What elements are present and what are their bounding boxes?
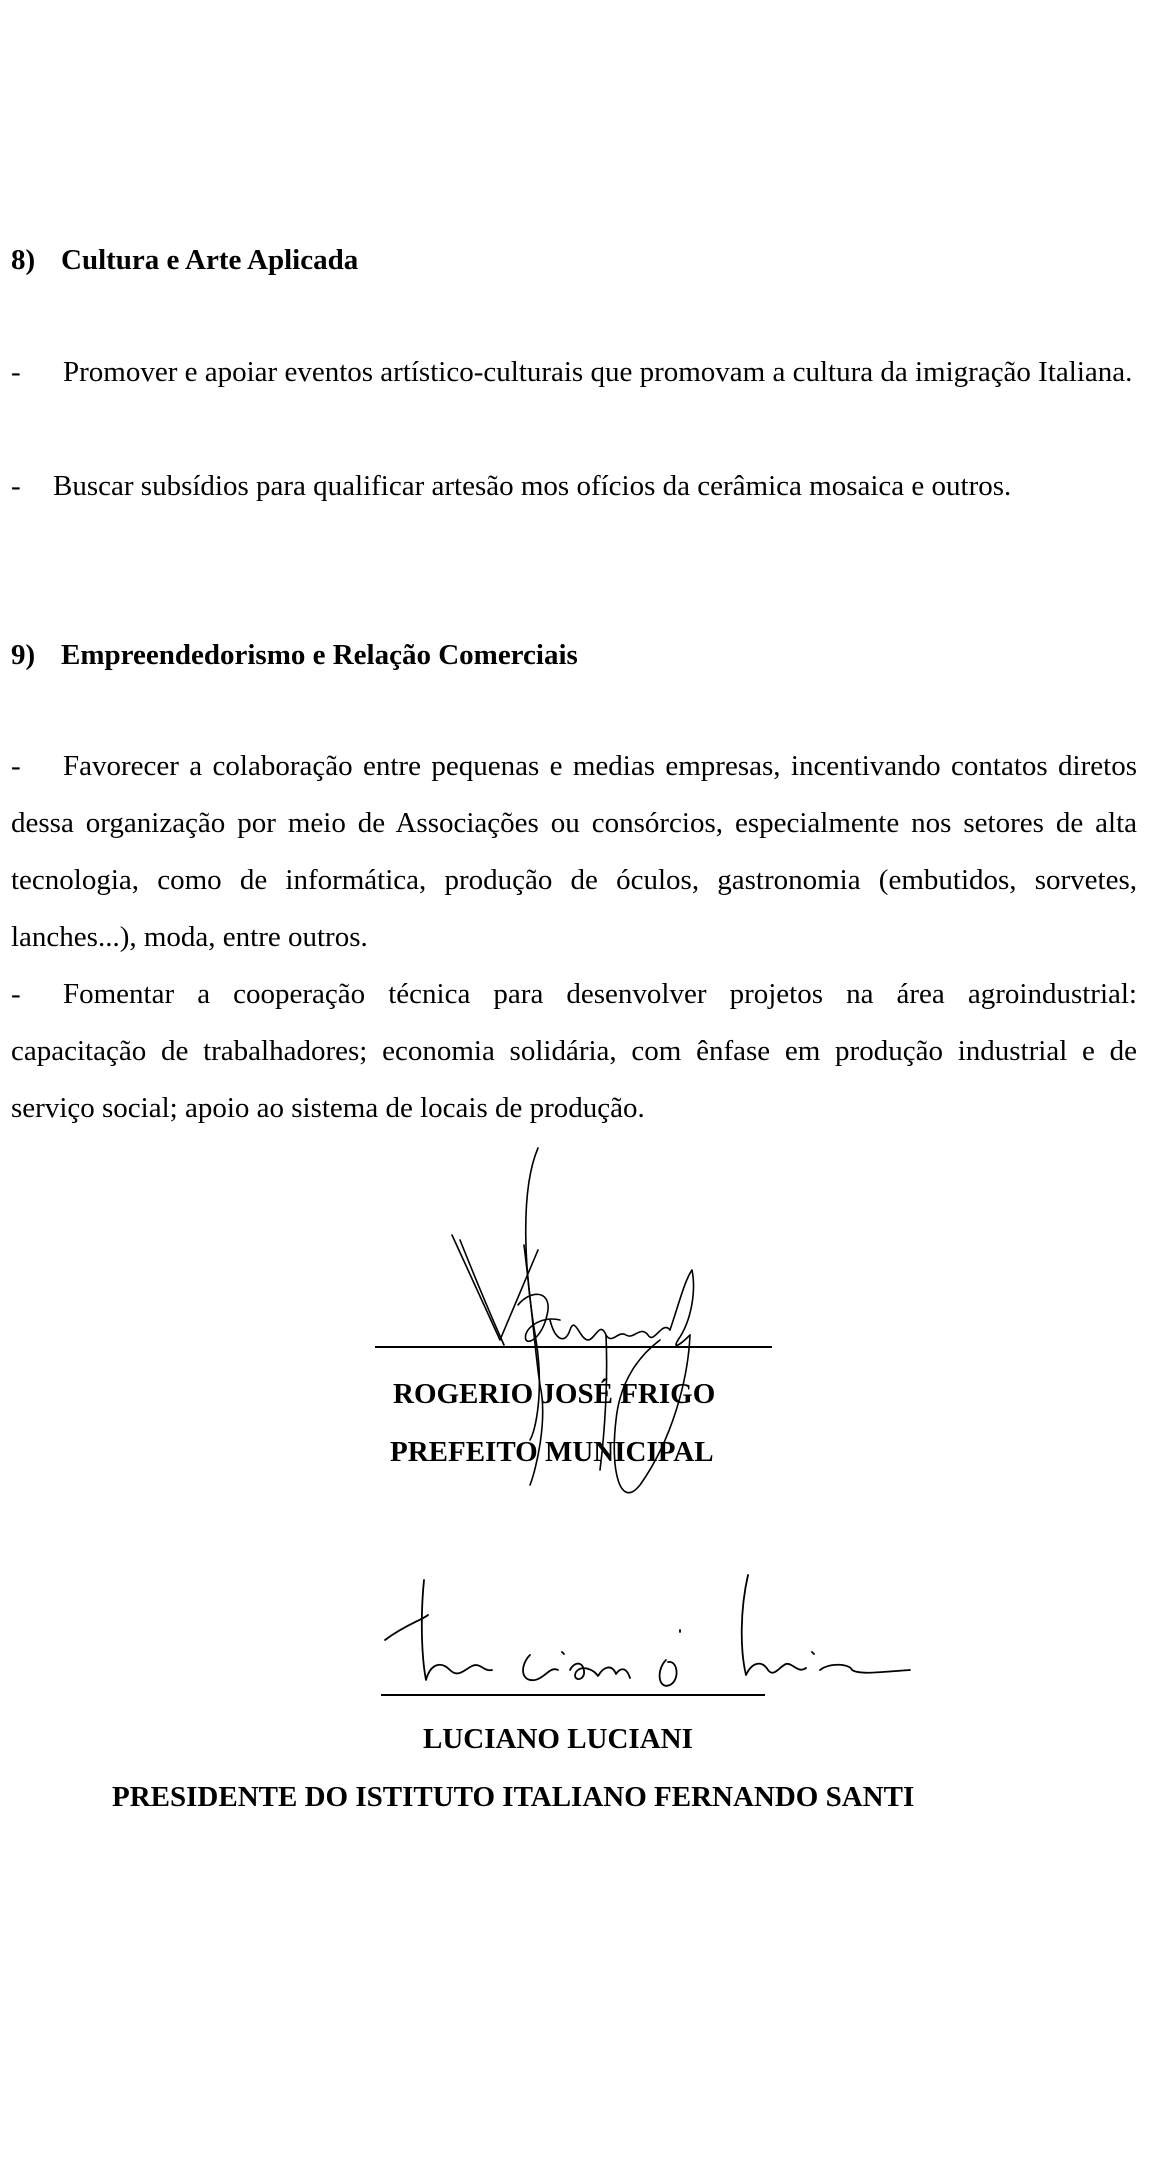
section-8-item-2 [11,458,1137,515]
bullet-dash: - [11,978,21,1010]
section-8-heading [11,243,358,277]
section-8-item-2-text: Buscar subsídios para qualificar artesão mos ofícios da cerâmica mosaica e outros. [53,470,1012,502]
section-9-title: Empreendedorismo e Relação Comerciais [61,639,578,671]
section-9-number: 9) [11,639,36,671]
section-8-item-1-text: Promover e apoiar eventos artístico-culturais que promovam a cultura da imigração Italiana. [63,356,1133,388]
bullet-dash: - [11,470,21,502]
section-8-number: 8) [11,244,36,276]
section-9-item-2-text: Fomentar a cooperação técnica para desenvolver projetos na área agroindustrial: capacitação de trabalhadores; economia solidária, com ênfase em produção industrial e de serviço social; apoio ao sistema de locais de produção. [11,978,1137,1124]
section-9-item-1-text: Favorecer a colaboração entre pequenas e medias empresas, incentivando contatos diretos dessa organização por meio de Associações ou consórcios, especialmente nos setores de alta tecnologia, como de informática, produção de óculos, gastronomia (embutidos, sorvetes, lanches...), moda, entre outros. [11,750,1137,953]
signatory-1-role: PREFEITO MUNICIPAL [390,1436,714,1468]
signatory-1-name: ROGERIO JOSÉ FRIGO [393,1378,716,1410]
signatory-2-role: PRESIDENTE DO ISTITUTO ITALIANO FERNANDO SANTI [112,1781,915,1813]
section-8-title: Cultura e Arte Aplicada [61,244,359,276]
section-9-item-2 [11,966,1137,1137]
signature-line-2 [381,1694,765,1696]
signatory-2-name: LUCIANO LUCIANI [423,1723,693,1755]
section-9-heading [11,638,578,672]
section-8-item-1 [11,344,1137,401]
bullet-dash: - [11,356,21,388]
bullet-dash: - [11,750,21,782]
section-9-item-1 [11,738,1137,966]
signature-line-1 [375,1346,772,1348]
president-handwritten-signature [380,1570,920,1710]
